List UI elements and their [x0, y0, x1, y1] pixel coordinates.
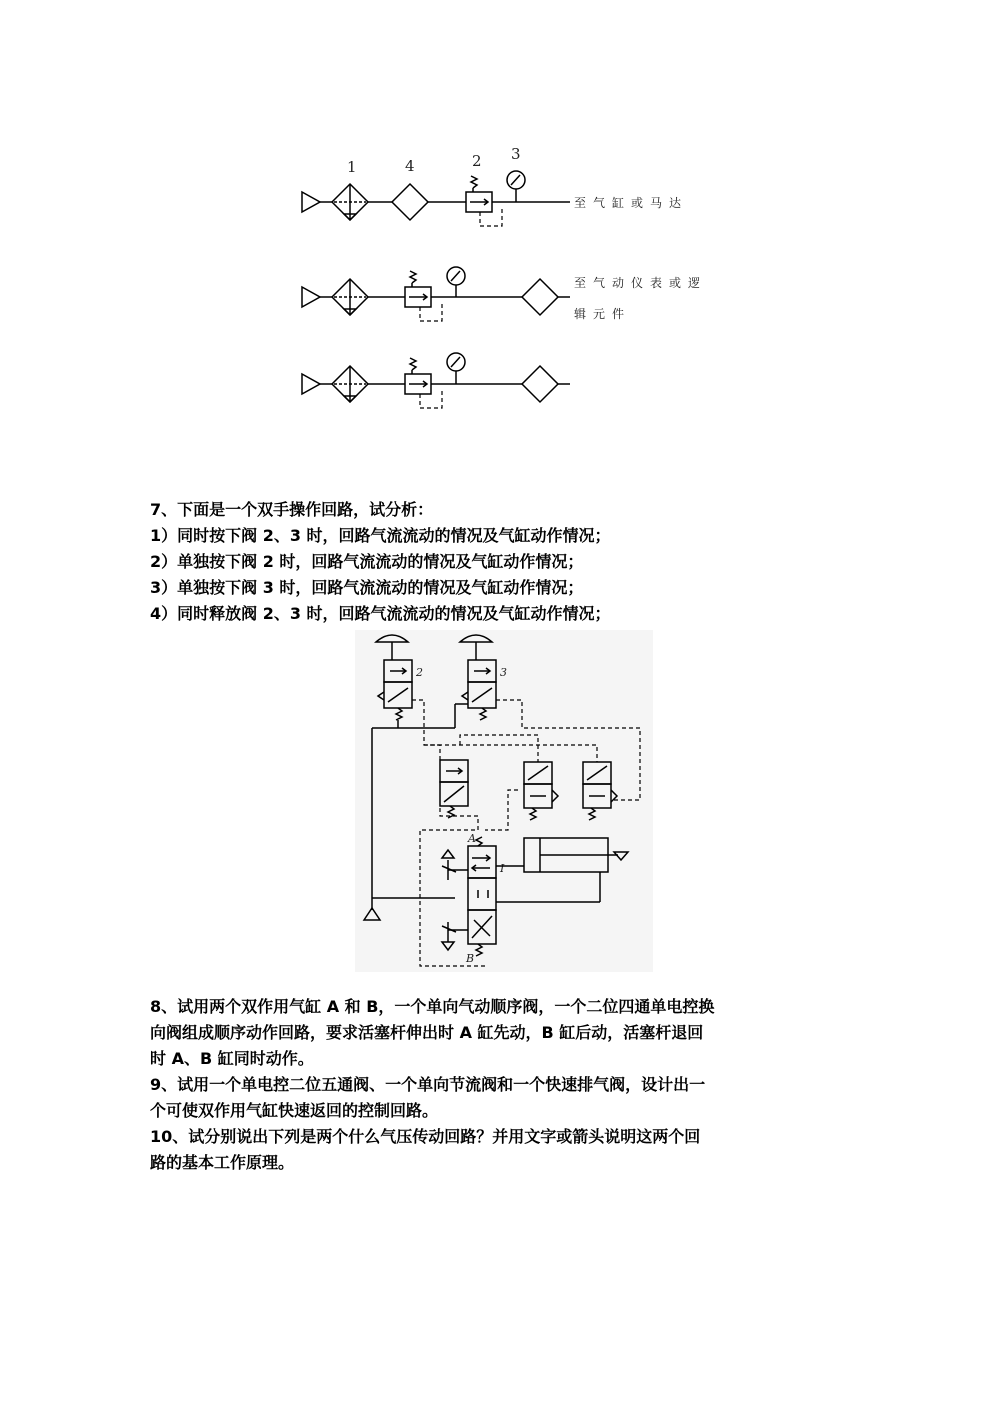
q8-line-2: 向阀组成顺序动作回路，要求活塞杆伸出时 A 缸先动，B 缸后动，活塞杆退回: [150, 1023, 704, 1042]
valve-2-label: 2: [416, 666, 423, 679]
q7-item-2: 2）单独按下阀 2 时，回路气流流动的情况及气缸动作情况；: [150, 552, 584, 571]
q10-line-1: 10、试分别说出下列是两个什么气压传动回路？并用文字或箭头说明这两个回: [150, 1127, 701, 1146]
q8-line-1: 8、试用两个双作用气缸 A 和 B，一个单向气动顺序阀，一个二位四通单电控换: [150, 997, 715, 1016]
main-valve-label-b: B: [466, 952, 475, 965]
label-4: 4: [405, 157, 415, 175]
q8-line-3: 时 A、B 缸同时动作。: [150, 1049, 314, 1068]
row2-note-line2: 辑元件: [574, 307, 632, 321]
valve-3-label: 3: [500, 666, 507, 679]
row1-note: 至气缸或马达: [574, 196, 689, 210]
main-valve-label-i: I: [500, 862, 505, 875]
q7-item-1: 1）同时按下阀 2、3 时，回路气流流动的情况及气缸动作情况；: [150, 526, 611, 545]
q10-line-2: 路的基本工作原理。: [150, 1153, 295, 1172]
row2-note-line1: 至气动仪表或逻: [574, 276, 708, 290]
q7-item-4: 4）同时释放阀 2、3 时，回路气流流动的情况及气缸动作情况；: [150, 604, 611, 623]
q9-line-1: 9、试用一个单电控二位五通阀、一个单向节流阀和一个快速排气阀，设计出一: [150, 1075, 706, 1094]
q9-line-2: 个可使双作用气缸快速返回的控制回路。: [150, 1101, 439, 1120]
label-1: 1: [347, 158, 357, 176]
main-valve-label-a: A: [468, 832, 476, 845]
q7-item-3: 3）单独按下阀 3 时，回路气流流动的情况及气缸动作情况；: [150, 578, 584, 597]
label-3: 3: [511, 145, 521, 163]
q7-title: 7、下面是一个双手操作回路，试分析：: [150, 500, 434, 519]
label-2: 2: [472, 152, 482, 170]
